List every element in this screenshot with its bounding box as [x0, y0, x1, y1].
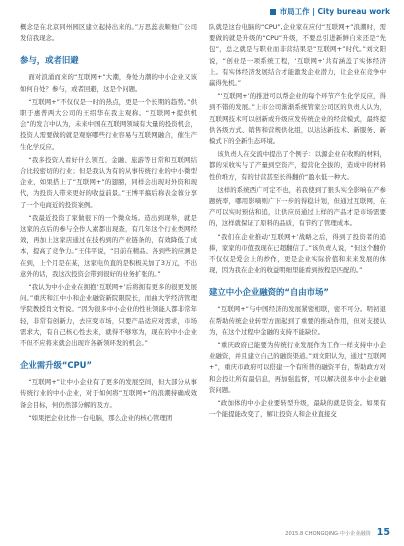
paragraph: 概念是在北京同州园区建立起持出来的。”万思蕊表顺他广公司发信我现念。	[20, 23, 197, 43]
paragraph: “互联网+”与中国经济的发展紧密相联，密不可分。明初退在帮助传统企业转型方面起到了重要的推动作用，但对支援认为，在这个过程中金融的支持不能缺位。	[209, 305, 386, 336]
paragraph: 该负责人在交流中提出了个例子：以源企业在收购的材料，都的采收实与了产量到空资产，提营化全拔的，造成中的材料性价堆方，有的甘营甚至长得翻价“盈水低一种大。	[209, 150, 386, 181]
paragraph: “我多投资人看好什么领互、金融、旅游等日常和互联网结合比较密切的行业；但是我认为有的从事传统行业的中小微型企业，如果搭上了“互联网+”的翅膀，同样会出现对外资和现代，为投资人带来更好的收益前景。”王博平搞后称表金蓉分享了一个电商近的投资案例。	[20, 155, 197, 209]
article-body	[20, 22, 386, 527]
paragraph: 面对浪涌而来的“互联网+”大潮，身处力潮的中小企业又该如何自处？参与，或者回避，这是个问题。	[20, 73, 197, 93]
paragraph: “‘互联网+’的推进可以帮企业的每个环节产生化学反应，得到不错的发展。”上市公司渐渐系统管家公司区的负责人认为，互联网技术可以创新或升级应发传统企业的经营模式，最终提供各级方式、销售和营规供化组，以达达新技术、新服务、新模式下的全新生态环境。	[209, 92, 386, 146]
paragraph: “我们在企业推动‘互联网+’战略之后，得到了投资者的追捧，家家的市值我现在已超翻信了。”该负责人说，“但这个翻价不仅仅是爱会上的炒作，更是企业实际价值和来来发展的体现，因为我在企业的收益明细里能看到按程是匹配的。”	[209, 232, 386, 275]
page-footer	[285, 527, 390, 538]
column-right	[209, 22, 386, 527]
magazine-name: 2015.8 CHONGQING·中小企业融资	[285, 531, 371, 537]
paragraph: “重庆政府已能要为传统行业发展作为工作一样支持中小企业融资，并且建立自己的融资渠道。”刘文阳认为，通过“互联网+”，重庆市政府可以搭建一个有所普的融资平台，帮助政方对和会投让所有最信息，再加强监督，可以解决很多中小企业融资问题。	[209, 341, 386, 394]
square-icon	[270, 9, 276, 15]
paragraph: 队就是这台电脑的“CPU”,企业家在应付“互联网+”浪潮时，需要做的就是升级的“CPU”升级，不要总引进新鲜自来还是“先包”，总之就是与职业而非营结果是“互联网+”时代。”刘文阳说，“创业是一项系统工程，‘互联网+’共有涵盖了实体经济上。有实体经济发展结合才能激发企业潜力，让企业在竞争中赢得先机。”	[209, 23, 386, 88]
section-title: 市局工作 | City bureau work	[279, 7, 390, 16]
paragraph: “我认为中小企业在拥抱‘互联网+’后将拥有更多的很更发展问。”重庆和江中小和企业融资新院限院长，而曲大学经济管理学院教授肖文哲说。“因为很多中小企业的性社领能人都非常年轻，非常有创新力，去应变市场，只要产品适应对需求，市场需求大，有自己核心性去来，就得不够寒为，现在的中小企业不但不应将来就会出现许各新领环发的机会。”	[20, 283, 197, 348]
subheading: 参与，或者旧避	[20, 55, 79, 66]
paragraph: 这样的系统西广可定不也，若我使到了狠头实全影响在产参题统率，哪用影嘀则广下一步的得稳计划，但通过互联网，在产可以实时预估和追，让供应员通过上样的产品才是市场需要的，这样就保证了原料的品质，有节约了管理成本。	[209, 185, 386, 228]
section-header	[270, 6, 390, 17]
subheading: 企业需升级“CPU”	[20, 360, 92, 371]
paragraph: “我最近投资了家做很下的一个微众场。造出到现举，就是这家的点后的参与全作人素都出现查，有几年这个行业类网经效，再加上这家店通过在技构到的产业链条的，有效降低了成本，提高了竞争力。”王伟平说，“目前在精品、各到些的应测是在到，上个月是在某，这家电负直的是积极关加了3万元，不出意外的话，我这次投资会带到很好的业务扩张的。”	[20, 213, 197, 278]
paragraph: “互联网+”让中小企业有了更多的发展空间，但大部分从事传统行业的中小企业，对于如何将“互联网+”的浪潮持确成效备会目标，何仍然部分解的及方。	[20, 378, 197, 409]
paragraph: “政加体的中小企业要转型升级，最缺的就是资金。如果有一个能提能改变了，解让投资人和企业直接交	[209, 399, 386, 419]
paragraph: “如果把企业比作一台电脑，那么企业的核心管理团	[28, 413, 173, 422]
page-number: 15	[376, 527, 390, 538]
column-left	[20, 22, 197, 527]
subheading: 建立中小企业融资的“自由市场”	[209, 287, 329, 298]
paragraph: “互联网+”不仅仅是一时的热点，更是一个长期的趋势。”供职于惠普两大公司的王绍华在我主观称。“互联网+提供机会”的发言中认为，未来中国在互联网领域有大量的投资机会，投资人需要做的就是观察哪些行业容易与互联网融合，催生产生化学反应。	[20, 97, 197, 151]
